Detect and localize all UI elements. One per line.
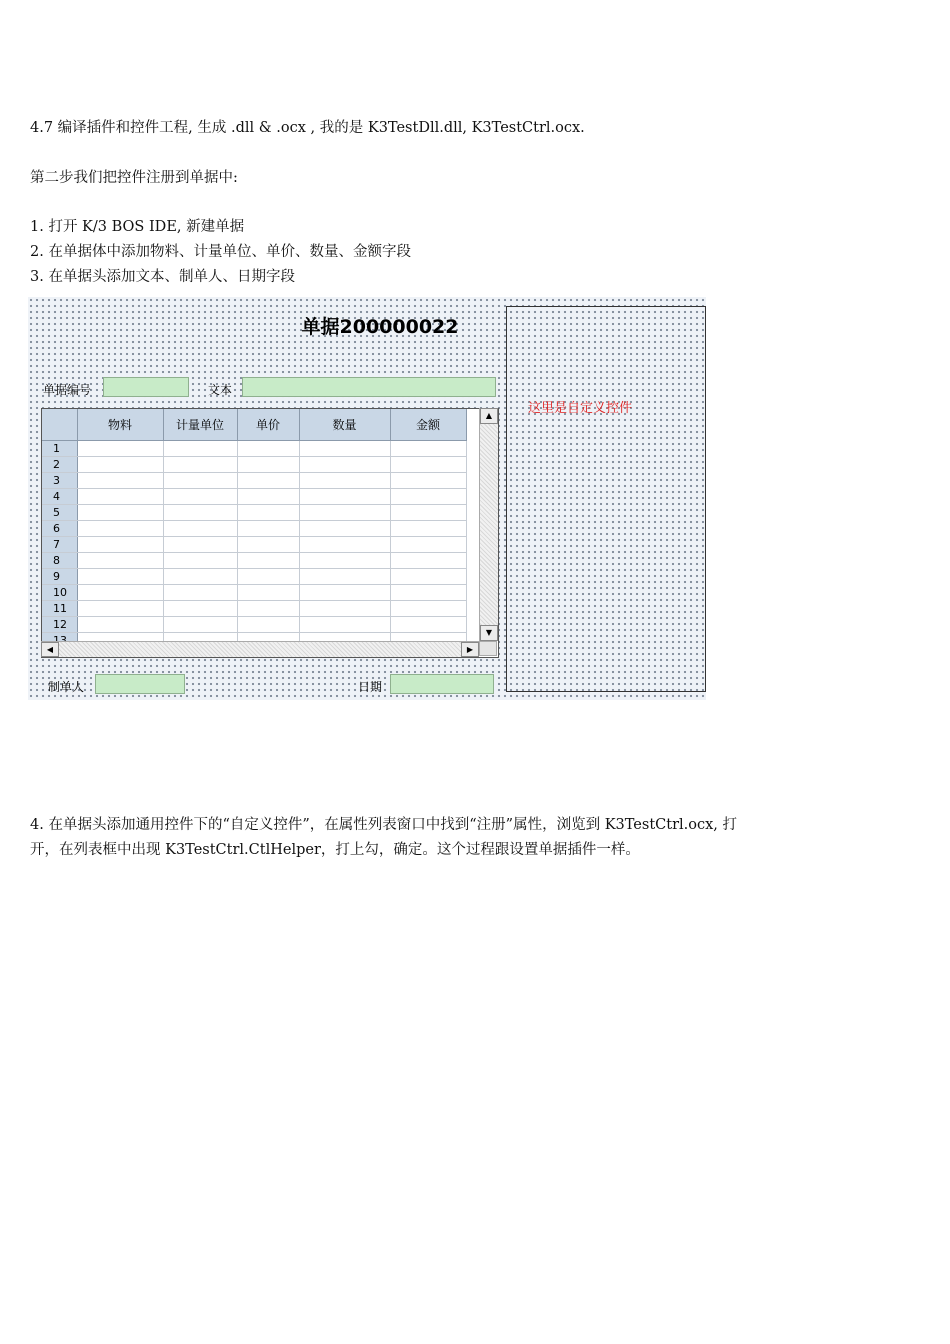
- grid-cell[interactable]: [163, 569, 237, 585]
- table-row[interactable]: [42, 457, 466, 473]
- grid-cell[interactable]: [299, 489, 390, 505]
- row-number: 3: [42, 473, 77, 489]
- scroll-left-button[interactable]: ◀: [41, 642, 59, 657]
- table-row[interactable]: [42, 601, 466, 617]
- scroll-corner: [479, 641, 497, 656]
- table-row[interactable]: [42, 585, 466, 601]
- grid-cell[interactable]: [299, 505, 390, 521]
- grid-cell[interactable]: [77, 601, 163, 617]
- grid-cell[interactable]: [237, 457, 299, 473]
- grid-cell[interactable]: [299, 473, 390, 489]
- paragraph-step-4-7: 4.7 编译插件和控件工程, 生成 .dll & .ocx , 我的是 K3TestDll.dll, K3TestCtrl.ocx.: [30, 120, 585, 136]
- grid-cell[interactable]: [299, 601, 390, 617]
- grid-cell[interactable]: [77, 473, 163, 489]
- grid-cell[interactable]: [163, 601, 237, 617]
- grid-cell[interactable]: [390, 441, 466, 457]
- table-row[interactable]: [42, 489, 466, 505]
- grid-cell[interactable]: [237, 505, 299, 521]
- grid-cell[interactable]: [237, 521, 299, 537]
- grid-cell[interactable]: [299, 569, 390, 585]
- table-row[interactable]: [42, 473, 466, 489]
- grid-cell[interactable]: [163, 537, 237, 553]
- grid-cell[interactable]: [163, 489, 237, 505]
- grid-cell[interactable]: [163, 521, 237, 537]
- preparer-label: 制单人: [48, 680, 85, 694]
- date-label: 日期: [358, 680, 383, 694]
- bill-entry-grid[interactable]: [41, 408, 499, 658]
- grid-cell[interactable]: [237, 585, 299, 601]
- grid-cell[interactable]: [390, 537, 466, 553]
- scroll-up-button[interactable]: ▲: [480, 408, 498, 424]
- grid-cell[interactable]: [237, 553, 299, 569]
- grid-cell[interactable]: [163, 473, 237, 489]
- grid-cell[interactable]: [77, 537, 163, 553]
- bill-no-field[interactable]: [103, 377, 189, 397]
- horizontal-scrollbar[interactable]: [41, 641, 479, 657]
- table-row[interactable]: [42, 521, 466, 537]
- grid-cell[interactable]: [390, 601, 466, 617]
- row-number: 11: [42, 601, 77, 617]
- grid-column-header[interactable]: 单价: [237, 409, 299, 441]
- grid-cell[interactable]: [163, 585, 237, 601]
- date-field[interactable]: [390, 674, 494, 694]
- scroll-right-button[interactable]: ▶: [461, 642, 479, 657]
- custom-control-box[interactable]: [506, 306, 706, 692]
- grid-cell[interactable]: [299, 537, 390, 553]
- grid-cell[interactable]: [390, 489, 466, 505]
- scroll-down-button[interactable]: ▼: [480, 625, 498, 641]
- list-item-1: 1. 打开 K/3 BOS IDE, 新建单据: [30, 219, 245, 235]
- paragraph-step-two: 第二步我们把控件注册到单据中:: [30, 170, 238, 186]
- grid-cell[interactable]: [237, 569, 299, 585]
- text-field[interactable]: [242, 377, 496, 397]
- grid-corner-cell: [42, 409, 77, 441]
- row-number: 9: [42, 569, 77, 585]
- grid-cell[interactable]: [77, 569, 163, 585]
- grid-cell[interactable]: [299, 617, 390, 633]
- grid-cell[interactable]: [163, 553, 237, 569]
- row-number: 12: [42, 617, 77, 633]
- grid-cell[interactable]: [390, 569, 466, 585]
- grid-cell[interactable]: [77, 441, 163, 457]
- grid-cell[interactable]: [163, 441, 237, 457]
- grid-cell[interactable]: [77, 505, 163, 521]
- bill-no-label: 单据编号: [43, 383, 92, 397]
- table-row[interactable]: [42, 537, 466, 553]
- grid-cell[interactable]: [237, 489, 299, 505]
- custom-control-label: 这里是自定义控件: [528, 401, 633, 416]
- vertical-scrollbar[interactable]: [479, 408, 498, 641]
- row-number: 4: [42, 489, 77, 505]
- grid-cell[interactable]: [77, 617, 163, 633]
- row-number: 8: [42, 553, 77, 569]
- grid-cell[interactable]: [390, 457, 466, 473]
- grid-cell[interactable]: [390, 617, 466, 633]
- row-number: 1: [42, 441, 77, 457]
- text-label: 文本: [208, 383, 233, 397]
- grid-table: [42, 409, 467, 649]
- grid-cell[interactable]: [299, 553, 390, 569]
- grid-cell[interactable]: [77, 457, 163, 473]
- preparer-field[interactable]: [95, 674, 185, 694]
- bill-title: 单据200000022: [301, 316, 459, 338]
- table-row[interactable]: [42, 553, 466, 569]
- grid-cell[interactable]: [77, 521, 163, 537]
- table-row[interactable]: [42, 441, 466, 457]
- grid-column-header[interactable]: 计量单位: [163, 409, 237, 441]
- grid-cell[interactable]: [237, 617, 299, 633]
- grid-cell[interactable]: [237, 473, 299, 489]
- row-number: 7: [42, 537, 77, 553]
- table-row[interactable]: [42, 569, 466, 585]
- table-row[interactable]: [42, 617, 466, 633]
- grid-cell[interactable]: [299, 457, 390, 473]
- list-item-3: 3. 在单据头添加文本、制单人、日期字段: [30, 269, 295, 285]
- grid-cell[interactable]: [237, 441, 299, 457]
- grid-cell[interactable]: [237, 601, 299, 617]
- bill-designer-screenshot: [28, 297, 706, 700]
- grid-cell[interactable]: [299, 521, 390, 537]
- grid-column-header[interactable]: 金额: [390, 409, 466, 441]
- grid-cell[interactable]: [237, 537, 299, 553]
- row-number: 5: [42, 505, 77, 521]
- paragraph-step-4-line2: 开，在列表框中出现 K3TestCtrl.CtlHelper，打上勾，确定。这个过程跟设置单据插件一样。: [30, 842, 640, 858]
- list-item-2: 2. 在单据体中添加物料、计量单位、单价、数量、金额字段: [30, 244, 411, 260]
- grid-cell[interactable]: [390, 521, 466, 537]
- grid-cell[interactable]: [390, 473, 466, 489]
- grid-cell[interactable]: [299, 585, 390, 601]
- grid-cell[interactable]: [77, 585, 163, 601]
- row-number: 2: [42, 457, 77, 473]
- grid-cell[interactable]: [163, 457, 237, 473]
- grid-cell[interactable]: [77, 489, 163, 505]
- paragraph-step-4-line1: 4. 在单据头添加通用控件下的“自定义控件”，在属性列表窗口中找到“注册”属性，浏览到 K3TestCtrl.ocx, 打: [30, 817, 737, 833]
- grid-cell[interactable]: [390, 505, 466, 521]
- grid-column-header[interactable]: 物料: [77, 409, 163, 441]
- row-number: 6: [42, 521, 77, 537]
- table-row[interactable]: [42, 505, 466, 521]
- grid-cell[interactable]: [299, 441, 390, 457]
- grid-cell[interactable]: [390, 585, 466, 601]
- row-number: 10: [42, 585, 77, 601]
- grid-column-header[interactable]: 数量: [299, 409, 390, 441]
- grid-cell[interactable]: [163, 505, 237, 521]
- grid-cell[interactable]: [163, 617, 237, 633]
- grid-cell[interactable]: [77, 553, 163, 569]
- grid-cell[interactable]: [390, 553, 466, 569]
